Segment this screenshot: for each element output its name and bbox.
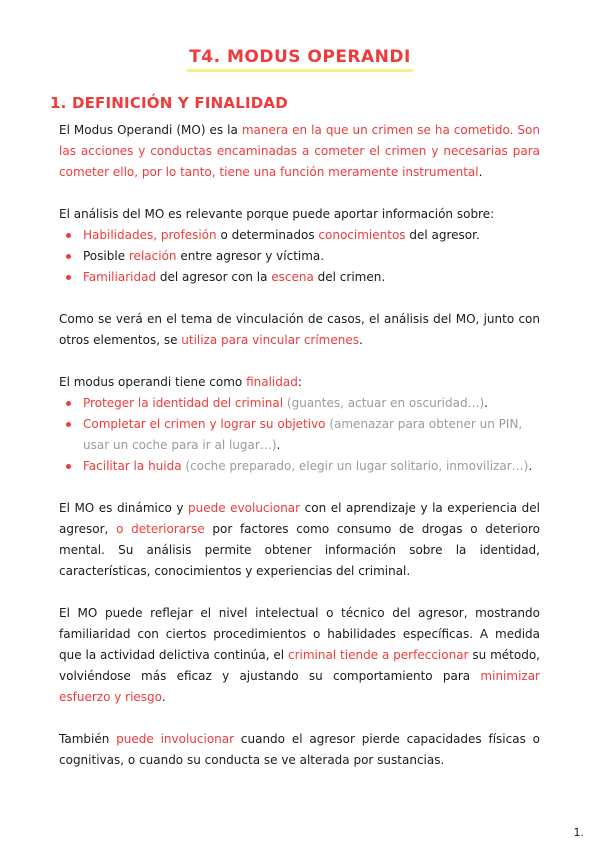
text: por factores como consumo de drogas o deterioro mental. Su análisis permite obtener información sobre la identidad, características, conocimientos y experiencias del criminal.: [59, 522, 540, 578]
text: :: [297, 375, 302, 389]
highlighted-text: Familiaridad: [83, 270, 157, 284]
text: del agresor.: [405, 228, 480, 242]
text: El Modus Operandi (MO) es la: [59, 123, 242, 137]
document-title: T4. MODUS OPERANDI: [187, 46, 413, 72]
paragraph-linking: [59, 309, 540, 351]
text: cuando el agresor pierde capacidades físicas o cognitivas, o cuando su conducta se ve alterada por sustancias.: [59, 732, 541, 767]
paragraph-analysis-intro: El análisis del MO es relevante porque puede aportar información sobre:: [59, 207, 495, 221]
section-heading: 1. DEFINICIÓN Y FINALIDAD: [50, 94, 288, 112]
text: .: [276, 438, 281, 452]
example-text: (amenazar para obtener un PIN, usar un coche para ir al lugar…): [83, 417, 523, 452]
highlighted-text: relación: [128, 249, 177, 263]
highlighted-text: criminal tiende a perfeccionar: [288, 648, 469, 662]
text: .: [528, 459, 533, 473]
text: o determinados: [216, 228, 319, 242]
text: su método, volviéndose más eficaz y ajustando su comportamiento para: [59, 648, 540, 683]
list-item: [59, 456, 540, 477]
text: Posible: [83, 249, 129, 263]
example-text: (coche preparado, elegir un lugar solitario, inmovilizar…): [181, 459, 529, 473]
paragraph-involution: [59, 729, 540, 771]
text: Como se verá en el tema de vinculación de casos, el análisis del MO, junto con otros elementos, se: [59, 312, 540, 347]
paragraph-purpose-intro: [59, 372, 540, 393]
paragraph-intellectual: [59, 603, 540, 708]
page-number: 1.: [573, 826, 584, 839]
list-item: [59, 393, 540, 414]
highlighted-text: puede evolucionar: [188, 501, 301, 515]
list-item: [59, 246, 540, 267]
highlighted-text: Completar el crimen y lograr su objetivo: [83, 417, 326, 431]
text: con el aprendizaje y la experiencia del agresor,: [59, 501, 540, 536]
text: También: [59, 732, 117, 746]
bullet-list-purpose: [59, 393, 540, 477]
list-item: [59, 267, 540, 288]
highlighted-text: utiliza para vincular crímenes: [181, 333, 359, 347]
bullet-list-analysis: [59, 225, 540, 288]
paragraph-dynamic: [59, 498, 540, 582]
highlighted-text: escena: [271, 270, 314, 284]
highlighted-text: puede involucionar: [116, 732, 235, 746]
text: entre agresor y víctima.: [176, 249, 325, 263]
highlighted-text: Proteger la identidad del criminal: [83, 396, 284, 410]
highlighted-text: finalidad: [246, 375, 298, 389]
highlighted-text: manera en la que un crimen se ha cometido. Son las acciones y conductas encaminadas a cometer el crimen y necesarias para cometer ello, por lo tanto, tiene una función meramente instrumental: [59, 123, 540, 179]
text: del crimen.: [313, 270, 386, 284]
text: .: [359, 333, 363, 347]
highlighted-text: Habilidades, profesión: [83, 228, 217, 242]
highlighted-text: o deteriorarse: [116, 522, 205, 536]
list-item: [59, 225, 540, 246]
text: .: [478, 165, 483, 179]
content-body: [59, 120, 540, 792]
text: .: [484, 396, 489, 410]
text: El MO es dinámico y: [59, 501, 189, 515]
highlighted-text: Facilitar la huida: [83, 459, 182, 473]
text: El modus operandi tiene como: [59, 375, 247, 389]
paragraph-definition: [59, 120, 540, 183]
text: .: [161, 690, 166, 704]
text: del agresor con la: [156, 270, 272, 284]
example-text: (guantes, actuar en oscuridad…): [283, 396, 485, 410]
text: El MO puede reflejar el nivel intelectual o técnico del agresor, mostrando familiaridad con ciertos procedimientos o habilidades específicas. A medida que la actividad delictiva continúa, el: [59, 606, 540, 662]
list-item: [59, 414, 540, 456]
highlighted-text: conocimientos: [318, 228, 406, 242]
highlighted-text: minimizar esfuerzo y riesgo: [59, 669, 540, 704]
document-title-wrap: [0, 46, 600, 72]
